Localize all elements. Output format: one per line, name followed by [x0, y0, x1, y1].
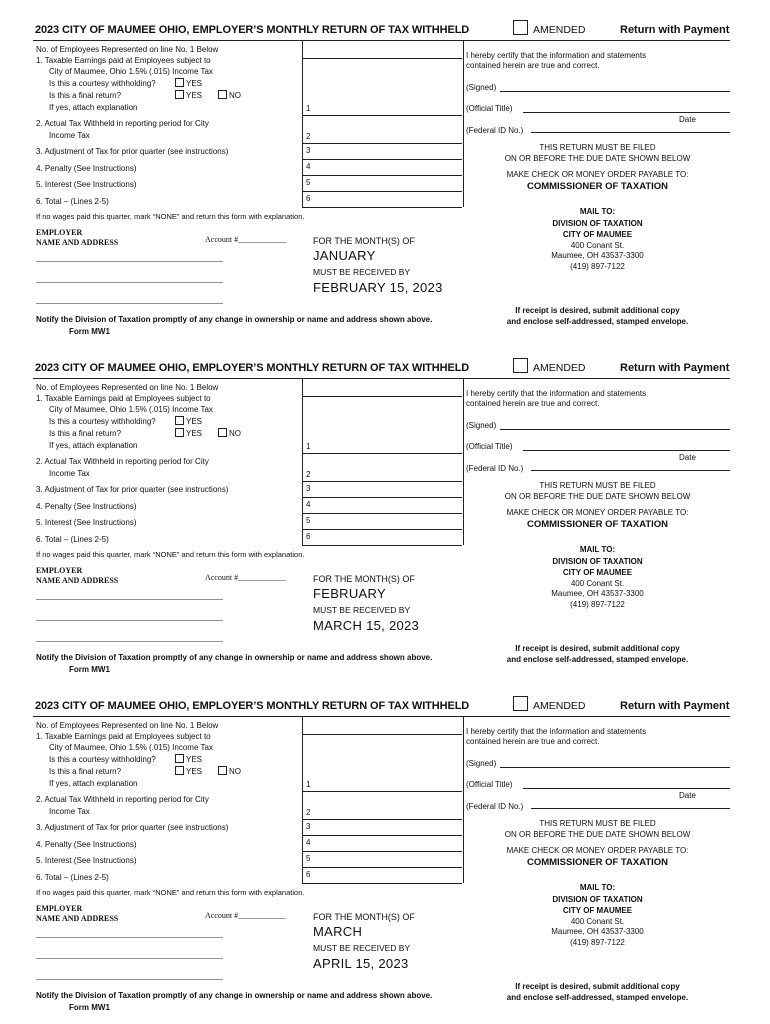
address-line-3[interactable]: __________________________________________: [36, 295, 223, 304]
must-received-label: MUST BE RECEIVED BY: [313, 943, 411, 953]
amount-row-divider: [302, 159, 462, 160]
amended-label: AMENDED: [533, 700, 586, 712]
notify-note: Notify the Division of Taxation promptly of any change in ownership or name and address shown above.: [36, 315, 433, 324]
receipt-line-2: and enclose self-addressed, stamped envelope.: [506, 992, 689, 1002]
certify-line-2: contained herein are true and correct.: [466, 61, 600, 70]
final-yes[interactable]: [175, 90, 202, 102]
due-date-value: FEBRUARY 15, 2023: [313, 280, 443, 295]
line1-sub-label: City of Maumee, Ohio 1.5% (.015) Income Tax: [49, 405, 213, 414]
final-yes-checkbox[interactable]: [175, 766, 184, 775]
line4-label: 4. Penalty (See Instructions): [36, 164, 137, 173]
amount-row-divider: [302, 529, 462, 530]
amount-column: [302, 40, 464, 207]
filing-deadline-line-1: THIS RETURN MUST BE FILED: [539, 143, 656, 152]
month-value: JANUARY: [313, 248, 376, 263]
receipt-line-2: and enclose self-addressed, stamped envelope.: [506, 316, 689, 326]
due-date-value: APRIL 15, 2023: [313, 956, 409, 971]
certify-line-1: I hereby certify that the information and statements: [466, 389, 647, 398]
final-no[interactable]: [218, 90, 241, 102]
amount-field-1[interactable]: 1: [306, 442, 311, 451]
amount-row-divider: [302, 58, 462, 59]
certify-line-1: I hereby certify that the information and statements: [466, 727, 647, 736]
employer-label: EMPLOYER: [36, 228, 83, 237]
no-wages-note: If no wages paid this quarter, mark “NONE” and return this form with explanation.: [36, 212, 305, 221]
signed-label: (Signed): [466, 83, 497, 92]
courtesy-question: Is this a courtesy withholding?: [49, 755, 156, 764]
mail-to-label: MAIL TO:: [579, 883, 616, 892]
name-address-label: NAME AND ADDRESS: [36, 576, 119, 585]
commissioner-label: COMMISSIONER OF TAXATION: [526, 181, 669, 192]
official-title-label: (Official Title): [466, 104, 513, 113]
courtesy-question: Is this a courtesy withholding?: [49, 417, 156, 426]
tax-return-form: [0, 338, 770, 675]
certify-line-2: contained herein are true and correct.: [466, 737, 600, 746]
line3-label: 3. Adjustment of Tax for prior quarter (see instructions): [36, 823, 229, 832]
amount-row-divider: [302, 497, 462, 498]
amount-row-divider: [302, 867, 462, 868]
certify-line-2: contained herein are true and correct.: [466, 399, 600, 408]
form-title: 2023 CITY OF MAUMEE OHIO, EMPLOYER’S MONTHLY RETURN OF TAX WITHHELD: [35, 700, 470, 712]
street-address: 400 Conant St.: [570, 578, 625, 588]
line1-sub-label: City of Maumee, Ohio 1.5% (.015) Income Tax: [49, 67, 213, 76]
mailing-address: [465, 545, 730, 610]
receipt-line-1: If receipt is desired, submit additional copy: [515, 306, 680, 315]
line2-label: 2. Actual Tax Withheld in reporting period for City: [36, 119, 209, 128]
line2-sub-label: Income Tax: [49, 131, 90, 140]
line5-label: 5. Interest (See Instructions): [36, 518, 137, 527]
date-label: Date: [679, 791, 696, 800]
line2-sub-label: Income Tax: [49, 807, 90, 816]
line1-sub-label: City of Maumee, Ohio 1.5% (.015) Income Tax: [49, 743, 213, 752]
city-zip: Maumee, OH 43537-3300: [551, 251, 644, 260]
line5-label: 5. Interest (See Instructions): [36, 180, 137, 189]
street-address: 400 Conant St.: [570, 240, 625, 250]
receipt-note: [465, 644, 730, 665]
form-title: 2023 CITY OF MAUMEE OHIO, EMPLOYER’S MONTHLY RETURN OF TAX WITHHELD: [35, 24, 470, 36]
line1-label: 1. Taxable Earnings paid at Employees subject to: [36, 732, 211, 741]
amount-field-5[interactable]: 5: [306, 516, 311, 525]
amount-row-divider: [302, 115, 462, 116]
line3-label: 3. Adjustment of Tax for prior quarter (see instructions): [36, 485, 229, 494]
receipt-note: [465, 982, 730, 1003]
final-yes-label: YES: [186, 91, 203, 100]
official-title-label: (Official Title): [466, 780, 513, 789]
mailing-address: [465, 207, 730, 272]
courtesy-yes[interactable]: [175, 416, 202, 428]
no-wages-note: If no wages paid this quarter, mark “NONE” and return this form with explanation.: [36, 888, 305, 897]
return-with-payment-label: Return with Payment: [620, 700, 730, 712]
official-title-label: (Official Title): [466, 442, 513, 451]
commissioner-label: COMMISSIONER OF TAXATION: [526, 519, 669, 530]
certify-line-1: I hereby certify that the information and statements: [466, 51, 647, 60]
courtesy-question: Is this a courtesy withholding?: [49, 79, 156, 88]
return-with-payment-label: Return with Payment: [620, 362, 730, 374]
line1-label: 1. Taxable Earnings paid at Employees subject to: [36, 394, 211, 403]
address-line-2[interactable]: __________________________________________: [36, 950, 223, 959]
mail-to-label: MAIL TO:: [579, 545, 616, 554]
return-with-payment-label: Return with Payment: [620, 24, 730, 36]
attach-explanation-label: If yes, attach explanation: [49, 779, 138, 788]
for-months-label: FOR THE MONTH(S) OF: [313, 574, 415, 584]
filing-deadline-line-1: THIS RETURN MUST BE FILED: [539, 481, 656, 490]
amount-field-1[interactable]: 1: [306, 104, 311, 113]
line5-label: 5. Interest (See Instructions): [36, 856, 137, 865]
final-yes[interactable]: [175, 428, 202, 440]
receipt-line-2: and enclose self-addressed, stamped envelope.: [506, 654, 689, 664]
line2-label: 2. Actual Tax Withheld in reporting period for City: [36, 795, 209, 804]
amount-row-divider: [302, 175, 462, 176]
filing-deadline-line-2: ON OR BEFORE THE DUE DATE SHOWN BELOW: [504, 829, 691, 839]
account-number-field[interactable]: Account #____________: [205, 911, 287, 920]
amount-row-divider: [302, 819, 462, 820]
final-yes-label: YES: [186, 767, 203, 776]
name-address-label: NAME AND ADDRESS: [36, 914, 119, 923]
street-address: 400 Conant St.: [570, 916, 625, 926]
address-line-3[interactable]: __________________________________________: [36, 971, 223, 980]
date-label: Date: [679, 453, 696, 462]
final-yes-checkbox[interactable]: [175, 90, 184, 99]
final-no-checkbox[interactable]: [218, 90, 227, 99]
amended-label: AMENDED: [533, 24, 586, 36]
final-no-label: NO: [229, 91, 241, 100]
form-title: 2023 CITY OF MAUMEE OHIO, EMPLOYER’S MONTHLY RETURN OF TAX WITHHELD: [35, 362, 470, 374]
address-line-1[interactable]: __________________________________________: [36, 591, 223, 600]
phone-number: (419) 897-7122: [570, 261, 625, 271]
federal-id-line[interactable]: [531, 132, 730, 133]
line2-sub-label: Income Tax: [49, 469, 90, 478]
account-number-field[interactable]: Account #____________: [205, 235, 287, 244]
amount-row-divider: [302, 851, 462, 852]
amount-field-3[interactable]: 3: [306, 146, 311, 155]
amount-field-2[interactable]: 2: [306, 470, 311, 479]
final-return-question: Is this a final return?: [49, 429, 122, 438]
mail-to-label: MAIL TO:: [579, 207, 616, 216]
official-title-line[interactable]: [523, 112, 730, 113]
final-yes-label: YES: [186, 429, 203, 438]
courtesy-yes-label: YES: [186, 417, 203, 426]
courtesy-yes-checkbox[interactable]: [175, 416, 184, 425]
amended-checkbox[interactable]: [513, 696, 528, 711]
signed-label: (Signed): [466, 421, 497, 430]
amount-row-divider: [302, 883, 462, 884]
form-id: Form MW1: [69, 665, 110, 674]
amount-row-divider: [302, 545, 462, 546]
official-title-line[interactable]: [523, 450, 730, 451]
final-no-label: NO: [229, 767, 241, 776]
address-line-3[interactable]: __________________________________________: [36, 633, 223, 642]
final-no-label: NO: [229, 429, 241, 438]
address-line-1[interactable]: __________________________________________: [36, 253, 223, 262]
attach-explanation-label: If yes, attach explanation: [49, 441, 138, 450]
city-zip: Maumee, OH 43537-3300: [551, 589, 644, 598]
address-line-2[interactable]: __________________________________________: [36, 612, 223, 621]
must-received-label: MUST BE RECEIVED BY: [313, 605, 411, 615]
amount-row-divider: [302, 143, 462, 144]
amended-checkbox[interactable]: [513, 358, 528, 373]
amount-field-3[interactable]: 3: [306, 822, 311, 831]
division-label: DIVISION OF TAXATION: [552, 556, 643, 566]
division-label: DIVISION OF TAXATION: [552, 218, 643, 228]
employees-count-label: No. of Employees Represented on line No. 1 Below: [36, 383, 219, 392]
filing-deadline-line-2: ON OR BEFORE THE DUE DATE SHOWN BELOW: [504, 491, 691, 501]
line6-label: 6. Total – (Lines 2-5): [36, 873, 109, 882]
courtesy-yes-label: YES: [186, 755, 203, 764]
signature-line[interactable]: [500, 91, 730, 92]
amount-field-6[interactable]: 6: [306, 194, 311, 203]
phone-number: (419) 897-7122: [570, 937, 625, 947]
address-line-2[interactable]: __________________________________________: [36, 274, 223, 283]
commissioner-label: COMMISSIONER OF TAXATION: [526, 857, 669, 868]
month-value: FEBRUARY: [313, 586, 386, 601]
line1-label: 1. Taxable Earnings paid at Employees subject to: [36, 56, 211, 65]
amount-field-2[interactable]: 2: [306, 808, 311, 817]
amount-row-divider: [302, 734, 462, 735]
amount-field-6[interactable]: 6: [306, 870, 311, 879]
make-check-label: MAKE CHECK OR MONEY ORDER PAYABLE TO:: [506, 508, 689, 517]
must-received-label: MUST BE RECEIVED BY: [313, 267, 411, 277]
amount-field-4[interactable]: 4: [306, 500, 311, 509]
account-number-field[interactable]: Account #____________: [205, 573, 287, 582]
amount-field-4[interactable]: 4: [306, 838, 311, 847]
city-label: CITY OF MAUMEE: [562, 230, 633, 239]
notify-note: Notify the Division of Taxation promptly of any change in ownership or name and address shown above.: [36, 653, 433, 662]
signature-line[interactable]: [500, 767, 730, 768]
notify-note: Notify the Division of Taxation promptly of any change in ownership or name and address shown above.: [36, 991, 433, 1000]
final-yes-checkbox[interactable]: [175, 428, 184, 437]
federal-id-line[interactable]: [531, 808, 730, 809]
receipt-line-1: If receipt is desired, submit additional copy: [515, 644, 680, 653]
make-check-label: MAKE CHECK OR MONEY ORDER PAYABLE TO:: [506, 170, 689, 179]
city-zip: Maumee, OH 43537-3300: [551, 927, 644, 936]
amount-row-divider: [302, 396, 462, 397]
amount-row-divider: [302, 513, 462, 514]
amount-field-5[interactable]: 5: [306, 178, 311, 187]
due-date-value: MARCH 15, 2023: [313, 618, 420, 633]
filing-deadline-note: [465, 819, 730, 840]
city-label: CITY OF MAUMEE: [562, 906, 633, 915]
month-value: MARCH: [313, 924, 363, 939]
federal-id-line[interactable]: [531, 470, 730, 471]
courtesy-yes[interactable]: [175, 78, 202, 90]
for-months-label: FOR THE MONTH(S) OF: [313, 912, 415, 922]
amount-field-4[interactable]: 4: [306, 162, 311, 171]
amount-row-divider: [302, 191, 462, 192]
employer-label: EMPLOYER: [36, 566, 83, 575]
amount-row-divider: [302, 207, 462, 208]
city-label: CITY OF MAUMEE: [562, 568, 633, 577]
amount-row-divider: [302, 481, 462, 482]
employees-count-label: No. of Employees Represented on line No. 1 Below: [36, 45, 219, 54]
division-label: DIVISION OF TAXATION: [552, 894, 643, 904]
phone-number: (419) 897-7122: [570, 599, 625, 609]
amount-field-3[interactable]: 3: [306, 484, 311, 493]
line6-label: 6. Total – (Lines 2-5): [36, 535, 109, 544]
amount-row-divider: [302, 453, 462, 454]
address-line-1[interactable]: __________________________________________: [36, 929, 223, 938]
amount-column: [302, 378, 464, 545]
line6-label: 6. Total – (Lines 2-5): [36, 197, 109, 206]
amount-row-divider: [302, 791, 462, 792]
amount-field-1[interactable]: 1: [306, 780, 311, 789]
tax-return-form: [0, 676, 770, 1013]
filing-deadline-line-1: THIS RETURN MUST BE FILED: [539, 819, 656, 828]
attach-explanation-label: If yes, attach explanation: [49, 103, 138, 112]
courtesy-yes-checkbox[interactable]: [175, 78, 184, 87]
federal-id-label: (Federal ID No.): [466, 126, 524, 135]
federal-id-label: (Federal ID No.): [466, 464, 524, 473]
signature-line[interactable]: [500, 429, 730, 430]
line3-label: 3. Adjustment of Tax for prior quarter (see instructions): [36, 147, 229, 156]
courtesy-yes[interactable]: [175, 754, 202, 766]
filing-deadline-note: [465, 143, 730, 164]
employees-count-label: No. of Employees Represented on line No. 1 Below: [36, 721, 219, 730]
courtesy-yes-checkbox[interactable]: [175, 754, 184, 763]
employer-label: EMPLOYER: [36, 904, 83, 913]
federal-id-label: (Federal ID No.): [466, 802, 524, 811]
receipt-line-1: If receipt is desired, submit additional copy: [515, 982, 680, 991]
no-wages-note: If no wages paid this quarter, mark “NONE” and return this form with explanation.: [36, 550, 305, 559]
make-check-label: MAKE CHECK OR MONEY ORDER PAYABLE TO:: [506, 846, 689, 855]
form-id: Form MW1: [69, 1003, 110, 1012]
tax-return-form: [0, 0, 770, 337]
line2-label: 2. Actual Tax Withheld in reporting period for City: [36, 457, 209, 466]
official-title-line[interactable]: [523, 788, 730, 789]
final-no[interactable]: [218, 428, 241, 440]
final-return-question: Is this a final return?: [49, 767, 122, 776]
line4-label: 4. Penalty (See Instructions): [36, 840, 137, 849]
filing-deadline-note: [465, 481, 730, 502]
final-return-question: Is this a final return?: [49, 91, 122, 100]
for-months-label: FOR THE MONTH(S) OF: [313, 236, 415, 246]
final-no-checkbox[interactable]: [218, 428, 227, 437]
filing-deadline-line-2: ON OR BEFORE THE DUE DATE SHOWN BELOW: [504, 153, 691, 163]
date-label: Date: [679, 115, 696, 124]
amended-label: AMENDED: [533, 362, 586, 374]
amount-column: [302, 716, 464, 883]
courtesy-yes-label: YES: [186, 79, 203, 88]
final-yes[interactable]: [175, 766, 202, 778]
signed-label: (Signed): [466, 759, 497, 768]
final-no[interactable]: [218, 766, 241, 778]
receipt-note: [465, 306, 730, 327]
mailing-address: [465, 883, 730, 948]
amount-row-divider: [302, 835, 462, 836]
amount-field-2[interactable]: 2: [306, 132, 311, 141]
form-id: Form MW1: [69, 327, 110, 336]
line4-label: 4. Penalty (See Instructions): [36, 502, 137, 511]
final-no-checkbox[interactable]: [218, 766, 227, 775]
amount-field-6[interactable]: 6: [306, 532, 311, 541]
amended-checkbox[interactable]: [513, 20, 528, 35]
name-address-label: NAME AND ADDRESS: [36, 238, 119, 247]
amount-field-5[interactable]: 5: [306, 854, 311, 863]
